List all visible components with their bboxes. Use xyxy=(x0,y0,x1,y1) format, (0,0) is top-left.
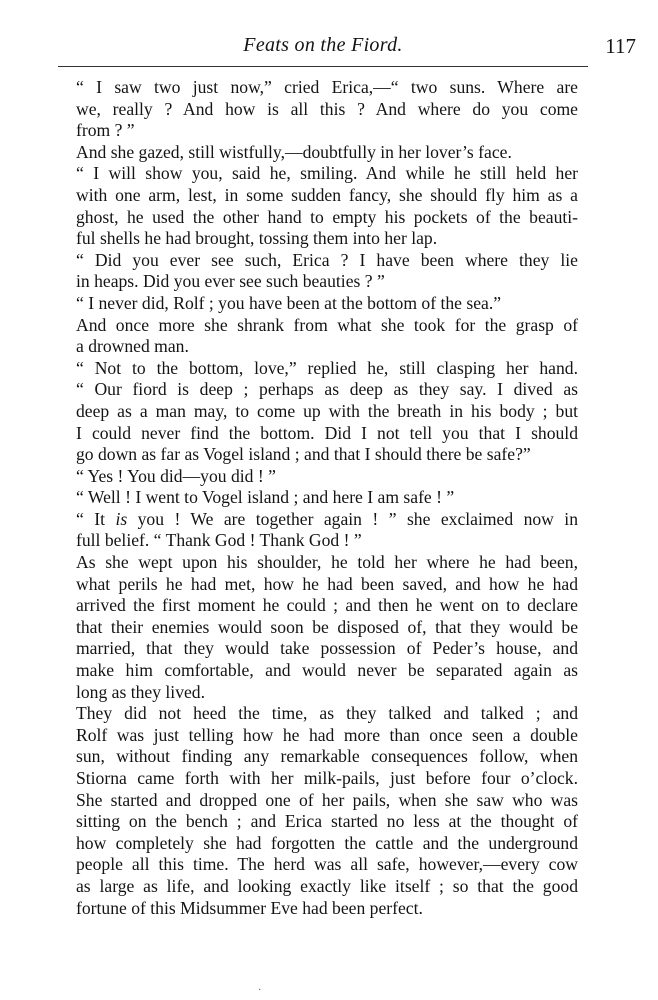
text-line: “ I saw two just now,” cried Erica,—“ two suns. Where are xyxy=(76,77,578,97)
text-line: sun, without finding any remarkable consequences follow, when xyxy=(76,746,578,767)
text-line: ghost, he used the other hand to empty his pockets of the beauti- xyxy=(76,206,578,227)
paragraph xyxy=(58,293,578,315)
text-line: She started and dropped one of her pails, when she saw who was xyxy=(76,789,578,810)
header-rule xyxy=(58,66,588,67)
page-header xyxy=(58,34,636,70)
print-speck: · xyxy=(258,985,262,996)
text-line: that their enemies would soon be disposed of, that they would be xyxy=(76,616,578,637)
text-line: as large as life, and looking exactly like itself ; so that the good xyxy=(76,875,578,896)
text-line: “ Yes ! You did—you did ! ” xyxy=(76,465,276,486)
text-line: “ Did you ever see such, Erica ? I have been where they lie xyxy=(76,249,578,270)
paragraph xyxy=(58,163,578,249)
text-line: how completely she had forgotten the cattle and the underground xyxy=(76,832,578,853)
text-line: in heaps. Did you ever see such beauties ? ” xyxy=(76,271,385,292)
paragraph xyxy=(58,250,578,293)
text-line: “ I never did, Rolf ; you have been at the bottom of the sea.” xyxy=(76,292,502,313)
text-line: I could never find the bottom. Did I not tell you that I should xyxy=(76,422,578,443)
paragraph xyxy=(58,77,578,142)
text-line: Stiorna came forth with her milk-pails, just before four o’clock. xyxy=(76,768,578,788)
text-line: go down as far as Vogel island ; and that I should there be safe?” xyxy=(76,444,531,465)
text-line: with one arm, lest, in some sudden fancy, she should fly him as a xyxy=(76,184,578,205)
text-line: As she wept upon his shoulder, he told her where he had been, xyxy=(76,552,578,573)
paragraph xyxy=(58,142,578,164)
paragraph xyxy=(58,552,578,703)
text-line: from ? ” xyxy=(76,120,135,141)
paragraph xyxy=(58,487,578,509)
paragraph xyxy=(58,466,578,488)
text-line: “ It is you ! We are together again ! ” she exclaimed now in xyxy=(76,508,578,529)
running-head: Feats on the Fiord. xyxy=(243,34,403,56)
text-line: Rolf was just telling how he had more than once seen a double xyxy=(76,724,578,745)
text-line: “ Not to the bottom, love,” replied he, still clasping her hand. xyxy=(76,357,578,378)
text-line: “ I will show you, said he, smiling. And while he still held her xyxy=(76,163,578,184)
text-line: They did not heed the time, as they talked and talked ; and xyxy=(76,703,578,724)
text-line: long as they lived. xyxy=(76,681,205,702)
text-line: full belief. “ Thank God ! Thank God ! ” xyxy=(76,530,362,551)
paragraph xyxy=(58,509,578,552)
emphasized-word: is xyxy=(115,508,128,529)
text-line: fortune of this Midsummer Eve had been perfect. xyxy=(76,897,423,918)
text-line: married, that they would take possession of Peder’s house, and xyxy=(76,638,578,659)
text-line: what perils he had met, how he had been saved, and how he had xyxy=(76,573,578,594)
text-line: “ Well ! I went to Vogel island ; and here I am safe ! ” xyxy=(76,487,455,508)
text-line: And she gazed, still wistfully,—doubtfully in her lover’s face. xyxy=(76,141,512,162)
text-line: ful shells he had brought, tossing them into her lap. xyxy=(76,228,438,249)
text-line: people all this time. The herd was all safe, however,—every cow xyxy=(76,854,578,875)
text-line: And once more she shrank from what she took for the grasp of xyxy=(76,314,578,335)
text-line: deep as a man may, to come up with the breath in his body ; but xyxy=(76,400,578,421)
text-line: sitting on the bench ; and Erica started no less at the thought of xyxy=(76,811,578,832)
paragraph xyxy=(58,703,578,919)
text-line: arrived the first moment he could ; and then he went on to declare xyxy=(76,595,578,616)
page-number: 117 xyxy=(605,34,636,58)
text-line: “ Our fiord is deep ; perhaps as deep as they say. I dived as xyxy=(76,379,578,400)
paragraph xyxy=(58,358,578,466)
paragraph xyxy=(58,315,578,358)
body-text xyxy=(58,77,578,919)
text-line: make him comfortable, and would never be separated again as xyxy=(76,660,578,681)
text-line: a drowned man. xyxy=(76,336,189,357)
text-line: we, really ? And how is all this ? And where do you come xyxy=(76,98,578,119)
